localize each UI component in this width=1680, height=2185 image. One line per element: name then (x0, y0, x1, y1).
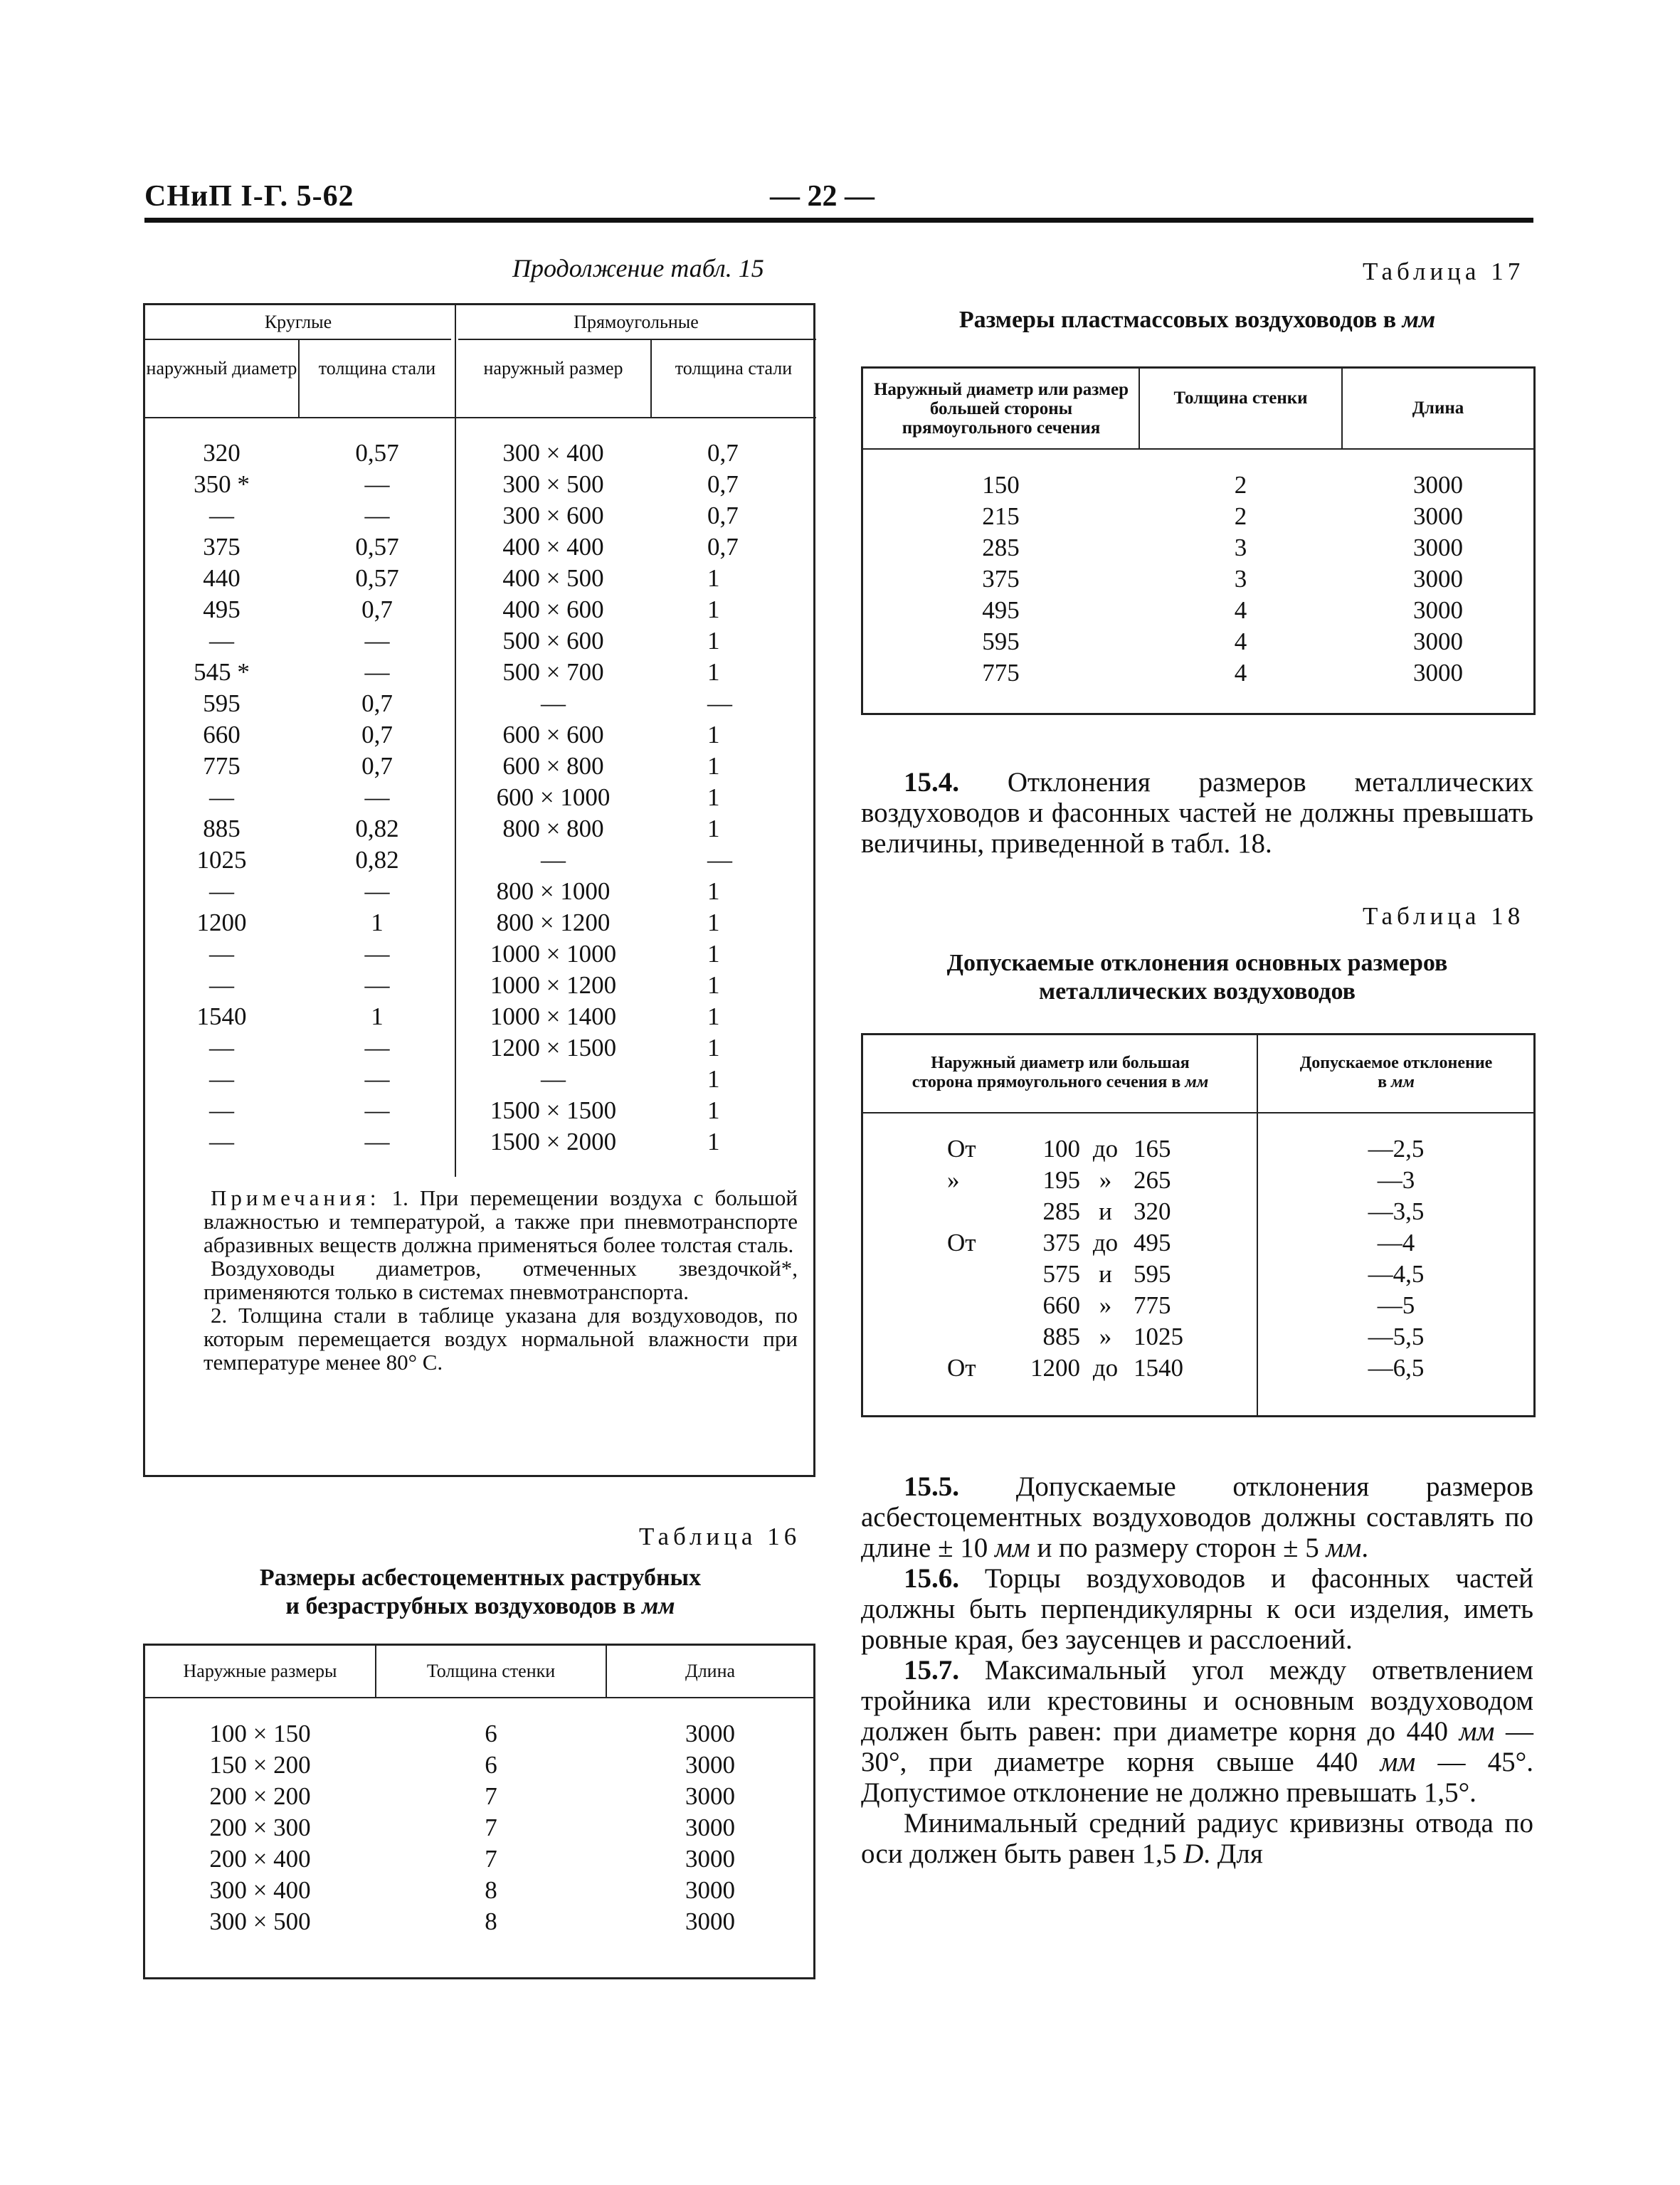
table18-cell: —5,5 (1368, 1323, 1425, 1350)
table15-cell: — (364, 971, 390, 999)
table17-caption: Таблица 17 (1363, 258, 1525, 285)
table15-col-diameter (145, 438, 298, 1158)
table15-cell: 545 * (194, 658, 250, 686)
table15-cell: 0,82 (355, 815, 399, 842)
table15-cell: 660 (203, 721, 241, 748)
table17-cell: 3000 (1413, 596, 1463, 624)
table17-cell: 2 (1234, 502, 1247, 530)
table15-cell: 500 × 600 (502, 627, 604, 655)
table17-title (861, 306, 1533, 334)
table18-cell: 495 (1134, 1229, 1171, 1256)
table16-col-length (607, 1718, 813, 1937)
table17-cell: 150 (982, 471, 1020, 499)
table15-cell: — (209, 877, 234, 905)
table18-cell (947, 1321, 1000, 1353)
table15-cell: — (364, 470, 390, 498)
paragraph-15-6 (861, 1563, 1533, 1655)
header-rule (144, 218, 1533, 223)
table15-cell: 1000 × 1000 (490, 940, 617, 968)
table18-header-deviation-unit: мм (1391, 1073, 1415, 1091)
note-1: 1. При перемещении воздуха с большой влажностью и температурой, а также при пневмотранспорте абразивных веществ должна применяться более толстая сталь. (204, 1185, 798, 1257)
table15-cell: 0,7 (361, 752, 393, 780)
table18-title-line1: Допускаемые отклонения основных размеров (946, 950, 1448, 976)
table17 (861, 366, 1536, 715)
table18-cell: 320 (1134, 1197, 1171, 1225)
table15-cell: — (364, 783, 390, 811)
table15-cell: — (541, 846, 566, 874)
table18-cell: От (947, 1354, 976, 1382)
table15-cell: 595 (203, 689, 241, 717)
paragraph-15-4 (861, 767, 1533, 859)
table15-cell: 1 (707, 752, 720, 780)
table18-col-to (1134, 1133, 1219, 1384)
para-15-7-unit-a: мм (1459, 1716, 1495, 1747)
table16-cell: 8 (485, 1876, 497, 1904)
para-last-var: D (1183, 1839, 1204, 1869)
table16-title-line1: Размеры асбестоцементных раструбных (259, 1565, 702, 1591)
table15-header-rule (145, 417, 816, 418)
table16-cell: 6 (485, 1720, 497, 1747)
table15-cell: 1 (707, 721, 720, 748)
table18-header-rule (863, 1112, 1533, 1113)
table18-header-diameter-line2: сторона прямоугольного сечения в (912, 1073, 1181, 1091)
table15-cell: 0,57 (355, 533, 399, 561)
page-number: — 22 — (770, 180, 875, 213)
table17-cell: 285 (982, 534, 1020, 561)
table15-cell: 600 × 600 (502, 721, 604, 748)
table15-cell: — (364, 627, 390, 655)
table15-cell: — (707, 689, 732, 717)
table15-cell: 800 × 1200 (496, 909, 611, 936)
table18-cell: 660 (1042, 1291, 1080, 1319)
table18-cell: 195 (1042, 1166, 1080, 1194)
table17-vline-1 (1139, 369, 1140, 448)
table16-cell: 3000 (685, 1814, 735, 1841)
table15-cell: 1200 (196, 909, 247, 936)
table18-cell: » (947, 1166, 960, 1194)
table17-cell: 4 (1234, 628, 1247, 655)
table17-cell: 3000 (1413, 534, 1463, 561)
table18-cell (947, 1259, 1000, 1290)
table17-cell: 3000 (1413, 565, 1463, 593)
table15-cell: 1200 × 1500 (490, 1034, 617, 1062)
table17-cell: 3000 (1413, 502, 1463, 530)
paragraph-radius (861, 1808, 1533, 1869)
para-15-5-text-b: и по размеру сторон ± 5 (1037, 1533, 1319, 1563)
table15-vline-1 (298, 339, 300, 418)
table15-cell: — (209, 940, 234, 968)
table15-cell: 885 (203, 815, 241, 842)
table17-cell: 3000 (1413, 628, 1463, 655)
table17-col-thickness (1140, 470, 1341, 689)
table16-title-line2: и безраструбных воздуховодов в (285, 1593, 636, 1619)
table16-header-size: Наружные размеры (183, 1661, 337, 1681)
table18-cell: и (1099, 1197, 1112, 1225)
table15-cell: 1 (707, 877, 720, 905)
para-15-7-unit-b: мм (1380, 1747, 1416, 1777)
table15-cell: — (209, 971, 234, 999)
table15-cell: 1000 × 1400 (490, 1002, 617, 1030)
note-1b: Воздуховоды диаметров, отмеченных звездочкой*, применяются только в системах пневмотранспорта. (204, 1256, 798, 1304)
table16-title (178, 1564, 783, 1621)
table18-cell: 1200 (1030, 1354, 1080, 1382)
table16-header-length: Длина (685, 1661, 736, 1681)
table15-cell: — (364, 502, 390, 529)
table17-col-diameter (863, 470, 1139, 689)
table17-cell: 2 (1234, 471, 1247, 499)
note-2: 2. Толщина стали в таблице указана для воздуховодов, по которым перемещается воздух нормальной влажности при температуре менее 80° С. (204, 1303, 798, 1375)
table16-col-thickness (376, 1718, 606, 1937)
table15-cell: 500 × 700 (502, 658, 604, 686)
table18-cell: » (1099, 1291, 1112, 1319)
table18-cell: 575 (1042, 1260, 1080, 1288)
table18-col-deviation (1259, 1133, 1533, 1384)
table18-cell: —2,5 (1368, 1135, 1425, 1163)
table17-cell: 375 (982, 565, 1020, 593)
table15-cell: 775 (203, 752, 241, 780)
table16-caption: Таблица 16 (639, 1523, 801, 1550)
table18-cell: » (1099, 1323, 1112, 1350)
paragraphs-bottom (861, 1471, 1533, 1869)
para-15-5-number: 15.5. (904, 1471, 959, 1502)
para-15-4-text: Отклонения размеров металлических воздуховодов и фасонных частей не должны превышать величины, приведенной в табл. 18. (861, 767, 1534, 859)
table17-cell: 215 (982, 502, 1020, 530)
table16-cell: 300 × 500 (209, 1908, 311, 1935)
table15-cell: 1 (707, 815, 720, 842)
table15-cell: 1 (707, 596, 720, 623)
table17-col-length (1343, 470, 1533, 689)
table15-cell: 1 (707, 1096, 720, 1124)
table18-cell: и (1099, 1260, 1112, 1288)
table18-cell: От (947, 1229, 976, 1256)
table17-cell: 4 (1234, 596, 1247, 624)
table18-vline (1257, 1035, 1258, 1416)
table18-col-connector (1082, 1133, 1129, 1384)
table15-header-steel-thickness-1: толщина стали (318, 358, 436, 379)
table15-cell: 1540 (196, 1002, 247, 1030)
para-15-5-unit-a: мм (995, 1533, 1030, 1563)
table18-header-diameter (865, 1054, 1256, 1092)
table15-cell: — (364, 658, 390, 686)
table16-cell: 3000 (685, 1720, 735, 1747)
table15-cell: 800 × 1000 (496, 877, 611, 905)
table18-title-line2: металлических воздуховодов (1039, 978, 1356, 1005)
table15-cell: — (364, 1034, 390, 1062)
table15-cell: 1 (707, 658, 720, 686)
table15-cell: 300 × 500 (502, 470, 604, 498)
table15-cell: 400 × 500 (502, 564, 604, 592)
table15-cell: 0,7 (707, 533, 739, 561)
para-15-7-number: 15.7. (904, 1655, 959, 1686)
table18-cell: до (1092, 1354, 1119, 1382)
table15-header-outer-size: наружный размер (483, 358, 623, 379)
para-15-7-text-b: — 30°, при диаметре корня свыше 440 (861, 1716, 1534, 1777)
table18-cell (947, 1196, 1000, 1227)
table15-cell: 1 (707, 909, 720, 936)
notes-label: Примечания: (211, 1185, 381, 1210)
table15-header-outer-diameter: наружный диаметр (146, 358, 297, 379)
table15-cell: 440 (203, 564, 241, 592)
table18-cell: 265 (1134, 1166, 1171, 1194)
table18-cell: 775 (1134, 1291, 1171, 1319)
table15-cell: 1 (707, 564, 720, 592)
table15-cell: 1 (371, 909, 384, 936)
table18-cell: —3,5 (1368, 1197, 1425, 1225)
para-15-7-text-c: — 45°. Допустимое отклонение не должно превышать 1,5°. (861, 1747, 1533, 1808)
table18-cell: » (1099, 1166, 1112, 1194)
table15-cell: 1 (707, 1034, 720, 1062)
para-15-5-end: . (1361, 1533, 1369, 1563)
table15-cell: 1 (707, 940, 720, 968)
table18-header-deviation-line1: Допускаемое отклонение (1299, 1054, 1493, 1072)
paragraph-15-5 (861, 1471, 1533, 1563)
table18-header-diameter-unit: мм (1185, 1073, 1209, 1091)
table15-cell: 1500 × 2000 (490, 1128, 617, 1155)
table15-cell: 1 (707, 627, 720, 655)
table15-cell: — (209, 783, 234, 811)
table15-cell: 0,57 (355, 564, 399, 592)
table16-cell: 200 × 200 (209, 1782, 311, 1810)
table15-cell: 1000 × 1200 (490, 971, 617, 999)
table15-cell: — (364, 1128, 390, 1155)
para-last-text-a: Минимальный средний радиус кривизны отвода по оси должен быть равен 1,5 (861, 1808, 1533, 1869)
table18-cell: 375 (1042, 1229, 1080, 1256)
table15-cell: 375 (203, 533, 241, 561)
table18-cell: 285 (1042, 1197, 1080, 1225)
table17-header-thickness: Толщина стенки (1173, 388, 1308, 408)
table15-cell: 0,7 (707, 502, 739, 529)
table15-cell: — (364, 877, 390, 905)
table15-vline-3 (650, 339, 652, 418)
table15-cell: 350 * (194, 470, 250, 498)
table15-group-rect: Прямоугольные (574, 312, 699, 332)
table15-group-rule-right (458, 339, 816, 340)
table16-col-size (145, 1718, 375, 1937)
table15-caption: Продолжение табл. 15 (512, 254, 764, 282)
table15 (143, 303, 815, 1477)
table17-cell: 4 (1234, 659, 1247, 687)
para-15-6-text: Торцы воздуховодов и фасонных частей должны быть перпендикулярны к оси изделия, иметь ровные края, без заусенцев и расслоений. (861, 1563, 1533, 1655)
table16-header-thickness: Толщина стенки (426, 1661, 556, 1681)
table16-cell: 200 × 400 (209, 1845, 311, 1873)
table16-cell: 200 × 300 (209, 1814, 311, 1841)
table18-cell: —3 (1377, 1166, 1415, 1194)
table18-cell: От (947, 1135, 976, 1163)
table16-cell: 3000 (685, 1782, 735, 1810)
table17-cell: 3 (1234, 565, 1247, 593)
table15-col-thickness-round (300, 438, 455, 1158)
table15-cell: 1 (707, 1065, 720, 1093)
table18-cell: до (1092, 1229, 1119, 1256)
table18-cell: 100 (1042, 1135, 1080, 1163)
table17-cell: 3000 (1413, 471, 1463, 499)
table18-cell: 885 (1042, 1323, 1080, 1350)
table15-cell: — (209, 1128, 234, 1155)
table15-cell: 0,7 (361, 721, 393, 748)
table18-cell: —5 (1377, 1291, 1415, 1319)
table17-cell: 495 (982, 596, 1020, 624)
table18-cell: до (1092, 1135, 1119, 1163)
table15-cell: 1025 (196, 846, 247, 874)
document-code: СНиП I-Г. 5-62 (144, 180, 354, 213)
table15-cell: — (364, 1065, 390, 1093)
table18-header-diameter-line1: Наружный диаметр или большая (931, 1054, 1190, 1072)
table15-cell: — (209, 627, 234, 655)
table16 (143, 1644, 815, 1979)
table15-cell: 495 (203, 596, 241, 623)
para-last-text-b: . Для (1203, 1839, 1263, 1869)
table18-cell (947, 1290, 1000, 1321)
table15-cell: 0,7 (361, 689, 393, 717)
table15-col-size (456, 438, 650, 1158)
table18-cell: 1540 (1134, 1354, 1183, 1382)
table16-cell: 300 × 400 (209, 1876, 311, 1904)
table18-title (861, 949, 1533, 1006)
paragraph-15-7 (861, 1655, 1533, 1808)
table17-header-rule (863, 448, 1533, 450)
table18-cell: —4,5 (1368, 1260, 1425, 1288)
table17-header-diameter: Наружный диаметр или размер большей стороны прямоугольного сечения (873, 380, 1129, 438)
table17-title-unit: мм (1402, 307, 1436, 333)
table16-cell: 100 × 150 (209, 1720, 311, 1747)
table15-cell: — (209, 502, 234, 529)
table15-col-thickness-rect (707, 438, 807, 1158)
table15-cell: 600 × 1000 (496, 783, 611, 811)
table18-cell: 165 (1134, 1135, 1171, 1163)
table16-cell: 6 (485, 1751, 497, 1779)
table18-cell: —6,5 (1368, 1354, 1425, 1382)
para-15-6-number: 15.6. (904, 1563, 959, 1594)
table15-cell: — (209, 1065, 234, 1093)
para-15-5-text-a: Допускаемые отклонения размеров асбестоцементных воздуховодов должны составлять по длине ± 10 (861, 1471, 1534, 1563)
para-15-7-text-a: Максимальный угол между ответвлением тройника или крестовины и основным воздуховодом должен быть равен: при диаметре корня до 440 (861, 1655, 1533, 1747)
table17-header-length: Длина (1412, 398, 1464, 418)
table15-cell: — (209, 1096, 234, 1124)
table18-col-from (1002, 1133, 1080, 1384)
table17-cell: 3 (1234, 534, 1247, 561)
table18-header-deviation (1259, 1054, 1533, 1092)
table15-header-steel-thickness-2: толщина стали (675, 358, 793, 379)
table15-cell: 400 × 600 (502, 596, 604, 623)
table18-header-deviation-line2: в (1378, 1073, 1388, 1091)
table15-cell: 800 × 800 (502, 815, 604, 842)
table16-cell: 7 (485, 1782, 497, 1810)
table15-cell: 1 (707, 783, 720, 811)
table15-cell: 1500 × 1500 (490, 1096, 617, 1124)
table15-cell: 320 (203, 439, 241, 467)
table15-cell: 0,7 (707, 439, 739, 467)
table15-cell: 1 (707, 1002, 720, 1030)
table16-cell: 7 (485, 1814, 497, 1841)
table16-cell: 3000 (685, 1845, 735, 1873)
table18 (861, 1033, 1536, 1417)
table17-title-text: Размеры пластмассовых воздуховодов в (958, 307, 1397, 333)
table16-cell: 3000 (685, 1751, 735, 1779)
table18-cell: —4 (1377, 1229, 1415, 1256)
table15-cell: — (364, 940, 390, 968)
table15-cell: 0,7 (361, 596, 393, 623)
table18-col-prefix (947, 1133, 1000, 1384)
table15-cell: 600 × 800 (502, 752, 604, 780)
table15-cell: — (209, 1034, 234, 1062)
table15-cell: 0,57 (355, 439, 399, 467)
table16-cell: 3000 (685, 1876, 735, 1904)
para-15-5-unit-b: мм (1326, 1533, 1362, 1563)
table16-cell: 8 (485, 1908, 497, 1935)
table15-cell: — (364, 1096, 390, 1124)
table15-cell: 0,7 (707, 470, 739, 498)
table15-cell: 0,82 (355, 846, 399, 874)
table18-cell: 595 (1134, 1260, 1171, 1288)
table15-cell: 400 × 400 (502, 533, 604, 561)
table15-cell: — (707, 846, 732, 874)
table15-cell: 1 (707, 971, 720, 999)
table17-cell: 3000 (1413, 659, 1463, 687)
table15-notes (204, 1186, 798, 1374)
table15-group-round: Круглые (264, 312, 332, 332)
table16-title-unit: мм (642, 1593, 675, 1619)
table15-cell: — (541, 1065, 566, 1093)
table15-cell: 300 × 600 (502, 502, 604, 529)
table18-cell: 1025 (1134, 1323, 1183, 1350)
table15-cell: 1 (707, 1128, 720, 1155)
table15-cell: — (541, 689, 566, 717)
table17-cell: 595 (982, 628, 1020, 655)
table16-cell: 3000 (685, 1908, 735, 1935)
table15-cell: 1 (371, 1002, 384, 1030)
table18-caption: Таблица 18 (1363, 902, 1525, 930)
para-15-4-number: 15.4. (904, 767, 959, 798)
table16-cell: 150 × 200 (209, 1751, 311, 1779)
table16-cell: 7 (485, 1845, 497, 1873)
table15-cell: 300 × 400 (502, 439, 604, 467)
table17-cell: 775 (982, 659, 1020, 687)
table16-header-rule (145, 1697, 813, 1698)
